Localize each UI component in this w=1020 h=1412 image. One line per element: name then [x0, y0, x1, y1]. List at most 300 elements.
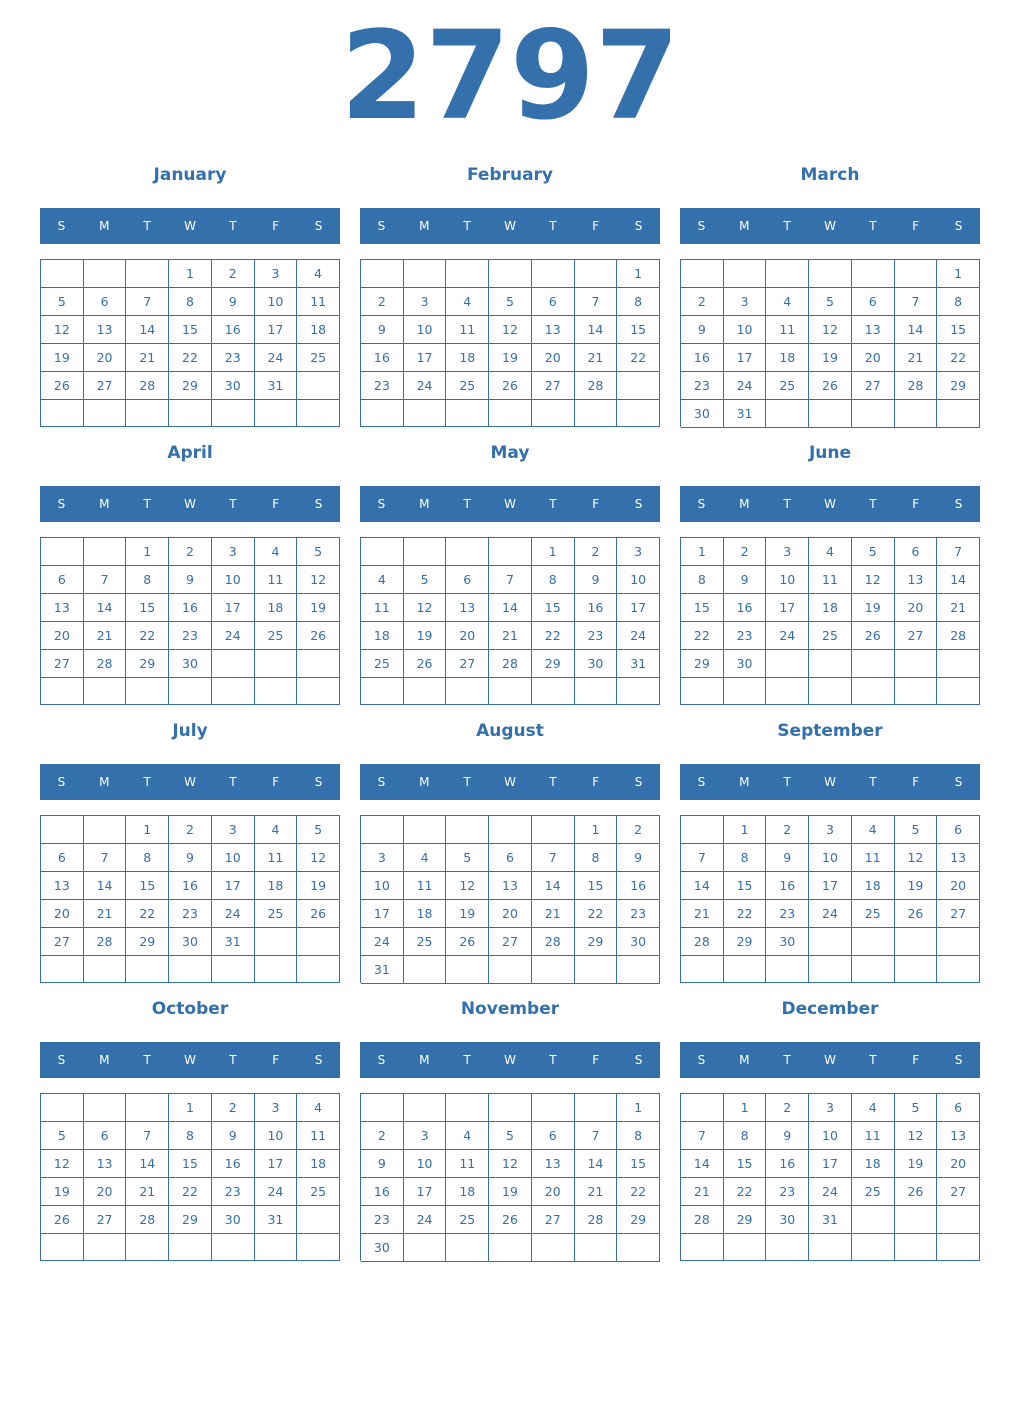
- empty-day-cell: [852, 928, 895, 956]
- day-cell: 28: [681, 928, 724, 956]
- day-cell: 12: [297, 844, 340, 872]
- day-cell: 28: [681, 1206, 724, 1234]
- day-cell: 27: [937, 900, 980, 928]
- day-cell: 7: [937, 538, 980, 566]
- day-cell: 4: [404, 844, 447, 872]
- empty-day-cell: [766, 1234, 809, 1261]
- day-cell: 16: [212, 316, 255, 344]
- day-cell: 25: [255, 622, 298, 650]
- day-cell: 15: [681, 594, 724, 622]
- day-cell: 30: [681, 400, 724, 428]
- day-cell: 6: [895, 538, 938, 566]
- day-cell: 2: [617, 816, 660, 844]
- day-cell: 12: [41, 316, 84, 344]
- day-cell: 5: [852, 538, 895, 566]
- day-cell: 9: [766, 844, 809, 872]
- day-cell: 2: [212, 260, 255, 288]
- day-cell: 1: [617, 1094, 660, 1122]
- day-cell: 19: [895, 872, 938, 900]
- empty-day-cell: [895, 1206, 938, 1234]
- day-cell: 25: [446, 372, 489, 400]
- day-cell: 8: [169, 1122, 212, 1150]
- day-cell: 3: [212, 538, 255, 566]
- weekday-label: W: [504, 1053, 516, 1067]
- day-cell: 26: [297, 622, 340, 650]
- weekday-label: T: [229, 1053, 237, 1067]
- day-cell: 22: [532, 622, 575, 650]
- day-cell: 3: [809, 1094, 852, 1122]
- weekday-label: W: [184, 219, 196, 233]
- day-cell: 2: [361, 288, 404, 316]
- month-name: April: [167, 443, 213, 463]
- day-cell: 26: [297, 900, 340, 928]
- empty-day-cell: [84, 816, 127, 844]
- day-cell: 10: [255, 1122, 298, 1150]
- empty-day-cell: [212, 956, 255, 983]
- day-grid: [360, 1093, 660, 1261]
- day-cell: 17: [809, 872, 852, 900]
- day-cell: 31: [255, 372, 298, 400]
- day-cell: 13: [41, 594, 84, 622]
- weekday-label: W: [184, 1053, 196, 1067]
- day-cell: 23: [169, 900, 212, 928]
- weekday-header: [40, 1042, 340, 1078]
- day-cell: 4: [297, 1094, 340, 1122]
- day-cell: 27: [852, 372, 895, 400]
- day-cell: 6: [852, 288, 895, 316]
- empty-day-cell: [446, 1094, 489, 1122]
- day-cell: 31: [212, 928, 255, 956]
- day-cell: 27: [532, 1206, 575, 1234]
- empty-day-cell: [126, 400, 169, 427]
- day-cell: 11: [809, 566, 852, 594]
- day-cell: 13: [895, 566, 938, 594]
- day-cell: 26: [404, 650, 447, 678]
- day-cell: 28: [84, 650, 127, 678]
- day-cell: 6: [532, 288, 575, 316]
- day-cell: 2: [724, 538, 767, 566]
- empty-day-cell: [361, 538, 404, 566]
- day-cell: 18: [297, 1150, 340, 1178]
- day-cell: 10: [361, 872, 404, 900]
- empty-day-cell: [766, 650, 809, 678]
- day-cell: 25: [297, 344, 340, 372]
- day-cell: 19: [446, 900, 489, 928]
- day-cell: 14: [937, 566, 980, 594]
- day-cell: 17: [212, 872, 255, 900]
- day-cell: 29: [169, 372, 212, 400]
- day-cell: 24: [404, 372, 447, 400]
- day-cell: 20: [895, 594, 938, 622]
- day-cell: 2: [681, 288, 724, 316]
- day-cell: 17: [766, 594, 809, 622]
- day-cell: 8: [937, 288, 980, 316]
- day-cell: 24: [724, 372, 767, 400]
- day-cell: 8: [532, 566, 575, 594]
- day-cell: 18: [361, 622, 404, 650]
- day-cell: 25: [809, 622, 852, 650]
- empty-day-cell: [361, 1094, 404, 1122]
- day-cell: 14: [681, 872, 724, 900]
- empty-day-cell: [532, 1234, 575, 1262]
- weekday-label: M: [419, 497, 430, 511]
- day-grid: [680, 537, 980, 705]
- day-cell: 30: [766, 1206, 809, 1234]
- day-cell: 20: [84, 1178, 127, 1206]
- day-cell: 20: [852, 344, 895, 372]
- weekday-label: M: [739, 1053, 750, 1067]
- day-cell: 4: [297, 260, 340, 288]
- day-cell: 4: [255, 816, 298, 844]
- day-cell: 23: [169, 622, 212, 650]
- weekday-label: T: [463, 1053, 471, 1067]
- empty-day-cell: [895, 678, 938, 705]
- weekday-label: S: [57, 1053, 66, 1067]
- weekday-label: W: [824, 1053, 836, 1067]
- day-cell: 18: [446, 344, 489, 372]
- weekday-label: F: [912, 1053, 920, 1067]
- day-cell: 11: [446, 1150, 489, 1178]
- day-cell: 19: [489, 1178, 532, 1206]
- day-cell: 18: [852, 872, 895, 900]
- empty-day-cell: [404, 260, 447, 288]
- day-cell: 5: [446, 844, 489, 872]
- weekday-header: [680, 208, 980, 244]
- day-cell: 1: [169, 1094, 212, 1122]
- empty-day-cell: [617, 678, 660, 705]
- day-cell: 30: [766, 928, 809, 956]
- empty-day-cell: [297, 1234, 340, 1261]
- day-cell: 5: [404, 566, 447, 594]
- day-cell: 28: [575, 1206, 618, 1234]
- month-name: November: [460, 999, 560, 1019]
- day-cell: 2: [169, 816, 212, 844]
- day-cell: 27: [895, 622, 938, 650]
- weekday-label: F: [592, 497, 600, 511]
- day-cell: 16: [766, 1150, 809, 1178]
- empty-day-cell: [895, 1234, 938, 1261]
- weekday-label: S: [377, 219, 386, 233]
- day-cell: 8: [575, 844, 618, 872]
- day-cell: 1: [937, 260, 980, 288]
- day-cell: 7: [489, 566, 532, 594]
- day-cell: 24: [404, 1206, 447, 1234]
- empty-day-cell: [41, 956, 84, 983]
- day-cell: 24: [766, 622, 809, 650]
- empty-day-cell: [404, 1094, 447, 1122]
- day-cell: 30: [575, 650, 618, 678]
- day-cell: 7: [575, 1122, 618, 1150]
- weekday-label: T: [783, 1053, 791, 1067]
- day-cell: 4: [255, 538, 298, 566]
- day-cell: 5: [41, 1122, 84, 1150]
- day-cell: 19: [852, 594, 895, 622]
- weekday-label: S: [697, 775, 706, 789]
- day-cell: 4: [446, 288, 489, 316]
- empty-day-cell: [126, 678, 169, 705]
- day-cell: 17: [255, 316, 298, 344]
- day-cell: 27: [937, 1178, 980, 1206]
- day-cell: 2: [766, 1094, 809, 1122]
- day-cell: 26: [895, 1178, 938, 1206]
- weekday-label: T: [549, 219, 557, 233]
- day-cell: 28: [532, 928, 575, 956]
- day-cell: 13: [446, 594, 489, 622]
- day-cell: 21: [532, 900, 575, 928]
- empty-day-cell: [852, 956, 895, 983]
- weekday-label: S: [57, 775, 66, 789]
- day-cell: 7: [681, 1122, 724, 1150]
- day-cell: 26: [489, 1206, 532, 1234]
- empty-day-cell: [895, 260, 938, 288]
- day-cell: 1: [681, 538, 724, 566]
- day-cell: 15: [724, 1150, 767, 1178]
- weekday-label: M: [419, 219, 430, 233]
- day-cell: 1: [126, 816, 169, 844]
- day-cell: 8: [724, 1122, 767, 1150]
- day-cell: 26: [895, 900, 938, 928]
- empty-day-cell: [404, 816, 447, 844]
- day-cell: 10: [212, 844, 255, 872]
- empty-day-cell: [852, 400, 895, 428]
- empty-day-cell: [617, 956, 660, 984]
- day-cell: 2: [169, 538, 212, 566]
- day-cell: 22: [169, 1178, 212, 1206]
- day-cell: 30: [169, 928, 212, 956]
- weekday-header: [680, 486, 980, 522]
- empty-day-cell: [617, 1234, 660, 1262]
- day-cell: 28: [937, 622, 980, 650]
- empty-day-cell: [895, 650, 938, 678]
- day-cell: 26: [489, 372, 532, 400]
- day-cell: 31: [809, 1206, 852, 1234]
- day-cell: 6: [84, 288, 127, 316]
- day-cell: 25: [852, 900, 895, 928]
- empty-day-cell: [937, 928, 980, 956]
- empty-day-cell: [937, 1206, 980, 1234]
- empty-day-cell: [724, 260, 767, 288]
- day-cell: 22: [617, 344, 660, 372]
- day-cell: 20: [41, 900, 84, 928]
- day-cell: 5: [895, 1094, 938, 1122]
- day-cell: 1: [617, 260, 660, 288]
- day-cell: 2: [575, 538, 618, 566]
- day-cell: 3: [617, 538, 660, 566]
- day-cell: 25: [361, 650, 404, 678]
- weekday-label: S: [634, 497, 643, 511]
- empty-day-cell: [575, 1234, 618, 1262]
- empty-day-cell: [617, 400, 660, 427]
- day-cell: 25: [852, 1178, 895, 1206]
- day-cell: 13: [532, 1150, 575, 1178]
- day-cell: 31: [361, 956, 404, 984]
- weekday-header: [360, 486, 660, 522]
- day-cell: 16: [681, 344, 724, 372]
- empty-day-cell: [809, 260, 852, 288]
- day-cell: 27: [84, 1206, 127, 1234]
- day-cell: 8: [681, 566, 724, 594]
- weekday-label: S: [697, 1053, 706, 1067]
- day-cell: 5: [489, 1122, 532, 1150]
- empty-day-cell: [489, 1234, 532, 1262]
- empty-day-cell: [361, 678, 404, 705]
- day-cell: 2: [361, 1122, 404, 1150]
- day-cell: 29: [126, 928, 169, 956]
- day-cell: 10: [617, 566, 660, 594]
- day-cell: 5: [809, 288, 852, 316]
- day-cell: 3: [809, 816, 852, 844]
- weekday-label: S: [57, 219, 66, 233]
- day-cell: 10: [724, 316, 767, 344]
- day-cell: 30: [169, 650, 212, 678]
- empty-day-cell: [809, 928, 852, 956]
- empty-day-cell: [575, 400, 618, 427]
- empty-day-cell: [84, 538, 127, 566]
- day-cell: 24: [361, 928, 404, 956]
- day-cell: 26: [41, 372, 84, 400]
- day-cell: 7: [895, 288, 938, 316]
- day-cell: 27: [84, 372, 127, 400]
- empty-day-cell: [809, 400, 852, 428]
- weekday-header: [360, 1042, 660, 1078]
- empty-day-cell: [404, 956, 447, 984]
- empty-day-cell: [297, 1206, 340, 1234]
- weekday-label: T: [143, 775, 151, 789]
- day-cell: 16: [575, 594, 618, 622]
- day-cell: 4: [852, 1094, 895, 1122]
- day-cell: 3: [766, 538, 809, 566]
- day-cell: 13: [532, 316, 575, 344]
- empty-day-cell: [895, 928, 938, 956]
- weekday-label: S: [57, 497, 66, 511]
- day-cell: 1: [169, 260, 212, 288]
- day-cell: 1: [724, 1094, 767, 1122]
- weekday-label: T: [143, 1053, 151, 1067]
- weekday-header: [360, 764, 660, 800]
- day-cell: 21: [126, 1178, 169, 1206]
- day-cell: 19: [41, 1178, 84, 1206]
- empty-day-cell: [212, 678, 255, 705]
- weekday-label: S: [377, 497, 386, 511]
- empty-day-cell: [489, 260, 532, 288]
- day-cell: 23: [766, 1178, 809, 1206]
- day-cell: 28: [84, 928, 127, 956]
- weekday-label: W: [504, 497, 516, 511]
- day-cell: 19: [297, 872, 340, 900]
- day-cell: 22: [724, 1178, 767, 1206]
- day-cell: 4: [852, 816, 895, 844]
- day-cell: 29: [126, 650, 169, 678]
- day-cell: 13: [41, 872, 84, 900]
- day-cell: 29: [532, 650, 575, 678]
- day-cell: 27: [532, 372, 575, 400]
- day-cell: 7: [575, 288, 618, 316]
- weekday-label: S: [634, 219, 643, 233]
- day-cell: 21: [681, 1178, 724, 1206]
- day-cell: 27: [489, 928, 532, 956]
- empty-day-cell: [532, 1094, 575, 1122]
- empty-day-cell: [404, 400, 447, 427]
- empty-day-cell: [575, 678, 618, 705]
- empty-day-cell: [852, 678, 895, 705]
- empty-day-cell: [724, 678, 767, 705]
- day-cell: 25: [255, 900, 298, 928]
- day-cell: 13: [84, 316, 127, 344]
- day-cell: 21: [575, 344, 618, 372]
- weekday-label: F: [272, 775, 280, 789]
- day-cell: 25: [297, 1178, 340, 1206]
- empty-day-cell: [361, 260, 404, 288]
- weekday-header: [40, 764, 340, 800]
- day-cell: 23: [212, 344, 255, 372]
- day-cell: 22: [575, 900, 618, 928]
- empty-day-cell: [852, 650, 895, 678]
- day-cell: 20: [446, 622, 489, 650]
- day-cell: 14: [84, 594, 127, 622]
- weekday-label: S: [954, 219, 963, 233]
- day-cell: 19: [41, 344, 84, 372]
- day-cell: 8: [617, 1122, 660, 1150]
- weekday-label: T: [549, 775, 557, 789]
- day-cell: 11: [361, 594, 404, 622]
- weekday-header: [680, 1042, 980, 1078]
- empty-day-cell: [255, 400, 298, 427]
- weekday-label: T: [229, 775, 237, 789]
- day-cell: 16: [169, 872, 212, 900]
- weekday-label: W: [184, 497, 196, 511]
- weekday-label: M: [99, 1053, 110, 1067]
- empty-day-cell: [84, 678, 127, 705]
- weekday-label: T: [549, 497, 557, 511]
- day-cell: 19: [895, 1150, 938, 1178]
- day-cell: 28: [575, 372, 618, 400]
- day-cell: 21: [84, 622, 127, 650]
- day-cell: 25: [446, 1206, 489, 1234]
- day-cell: 17: [404, 1178, 447, 1206]
- day-cell: 15: [617, 1150, 660, 1178]
- day-cell: 26: [41, 1206, 84, 1234]
- empty-day-cell: [489, 816, 532, 844]
- day-cell: 9: [212, 288, 255, 316]
- day-cell: 6: [84, 1122, 127, 1150]
- empty-day-cell: [681, 678, 724, 705]
- day-cell: 12: [852, 566, 895, 594]
- day-cell: 7: [84, 566, 127, 594]
- day-cell: 29: [575, 928, 618, 956]
- day-cell: 18: [852, 1150, 895, 1178]
- day-cell: 29: [681, 650, 724, 678]
- weekday-label: W: [184, 775, 196, 789]
- empty-day-cell: [724, 956, 767, 983]
- day-cell: 30: [617, 928, 660, 956]
- day-cell: 14: [126, 316, 169, 344]
- day-cell: 16: [617, 872, 660, 900]
- empty-day-cell: [255, 1234, 298, 1261]
- empty-day-cell: [126, 956, 169, 983]
- day-cell: 20: [84, 344, 127, 372]
- day-cell: 16: [361, 1178, 404, 1206]
- empty-day-cell: [297, 372, 340, 400]
- day-grid: [680, 1093, 980, 1261]
- day-cell: 10: [404, 1150, 447, 1178]
- weekday-label: W: [824, 497, 836, 511]
- day-cell: 27: [446, 650, 489, 678]
- empty-day-cell: [532, 816, 575, 844]
- day-cell: 10: [255, 288, 298, 316]
- day-cell: 4: [766, 288, 809, 316]
- empty-day-cell: [895, 400, 938, 428]
- day-grid: [680, 815, 980, 983]
